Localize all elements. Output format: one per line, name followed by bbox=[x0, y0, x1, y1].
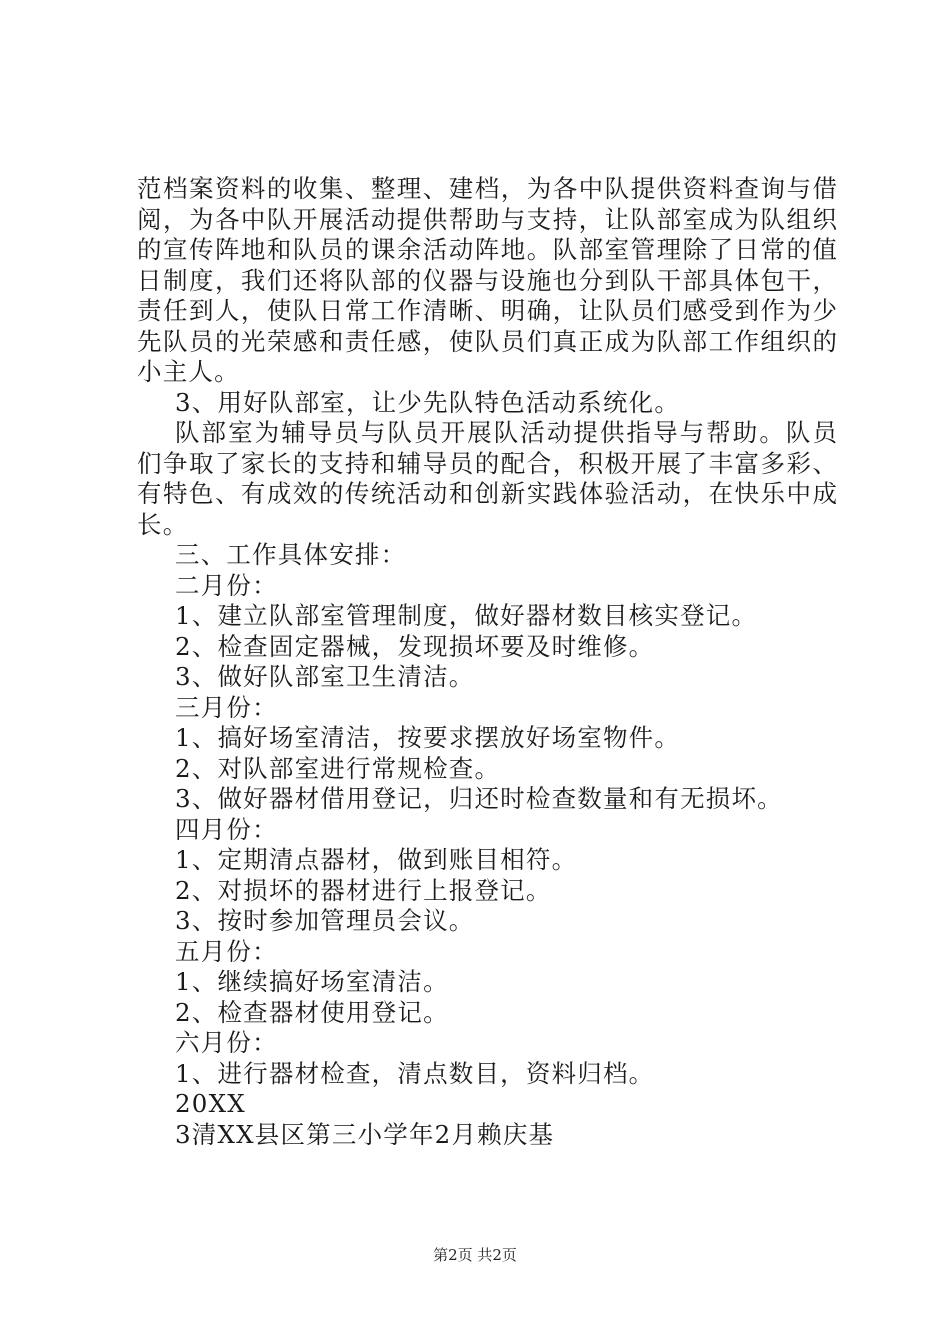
list-item: 2、对队部室进行常规检查。 bbox=[175, 753, 501, 783]
text-line: 队部室为辅导员与队员开展队活动提供指导与帮助。队员 bbox=[175, 418, 837, 447]
subheading-item-3: 3、用好队部室，让少先队特色活动系统化。 bbox=[175, 387, 681, 417]
text-line: 责任到人，使队日常工作清晰、明确，让队员们感受到作为少 bbox=[137, 296, 837, 325]
month-block-june bbox=[137, 1028, 837, 1089]
list-item: 3、做好队部室卫生清洁。 bbox=[175, 662, 475, 691]
text-line: 长。 bbox=[137, 509, 189, 539]
paragraph-archives bbox=[137, 174, 837, 388]
text-line: 小主人。 bbox=[137, 357, 240, 386]
list-item: 1、建立队部室管理制度，做好器材数目核实登记。 bbox=[175, 601, 758, 630]
year-line: 20XX bbox=[175, 1089, 246, 1118]
list-item: 1、进行器材检查，清点数目，资料归档。 bbox=[175, 1058, 655, 1088]
signature-line: 3清XX县区第三小学年2月赖庆基 bbox=[175, 1119, 555, 1149]
month-title: 五月份： bbox=[175, 936, 278, 966]
month-block-april bbox=[137, 815, 837, 937]
text-line: 阅，为各中队开展活动提供帮助与支持，让队部室成为队组织 bbox=[137, 204, 837, 234]
list-item: 2、检查器材使用登记。 bbox=[175, 997, 449, 1027]
list-item: 1、定期清点器材，做到账目相符。 bbox=[175, 845, 578, 874]
month-title: 二月份： bbox=[175, 570, 278, 600]
month-block-march bbox=[137, 693, 837, 815]
text-line: 的宣传阵地和队员的课余活动阵地。队部室管理除了日常的值 bbox=[137, 235, 837, 264]
month-block-february bbox=[137, 571, 837, 693]
list-item: 3、按时参加管理员会议。 bbox=[175, 906, 475, 935]
document-body bbox=[137, 174, 837, 1150]
month-title: 六月份： bbox=[175, 1028, 278, 1057]
paragraph-activities bbox=[137, 418, 837, 540]
month-title: 四月份： bbox=[175, 814, 278, 844]
list-item: 1、继续搞好场室清洁。 bbox=[175, 967, 449, 996]
text-line: 日制度，我们还将队部的仪器与设施也分到队干部具体包干， bbox=[137, 265, 837, 295]
list-item: 2、检查固定器械，发现损坏要及时维修。 bbox=[175, 631, 655, 661]
text-line: 范档案资料的收集、整理、建档，为各中队提供资料查询与借 bbox=[137, 174, 837, 203]
page-number-footer: 第2页 共2页 bbox=[433, 1246, 517, 1264]
list-item: 1、搞好场室清洁，按要求摆放好场室物件。 bbox=[175, 723, 681, 752]
text-line: 先队员的光荣感和责任感，使队员们真正成为队部工作组织的 bbox=[137, 326, 837, 356]
month-title: 三月份： bbox=[175, 692, 278, 722]
text-line: 们争取了家长的支持和辅导员的配合，积极开展了丰富多彩、 bbox=[137, 448, 837, 478]
section-heading: 三、工作具体安排： bbox=[175, 540, 407, 569]
list-item: 2、对损坏的器材进行上报登记。 bbox=[175, 875, 552, 905]
list-item: 3、做好器材借用登记，归还时检查数量和有无损坏。 bbox=[175, 784, 783, 813]
month-block-may bbox=[137, 937, 837, 1029]
text-line: 有特色、有成效的传统活动和创新实践体验活动，在快乐中成 bbox=[137, 479, 837, 508]
